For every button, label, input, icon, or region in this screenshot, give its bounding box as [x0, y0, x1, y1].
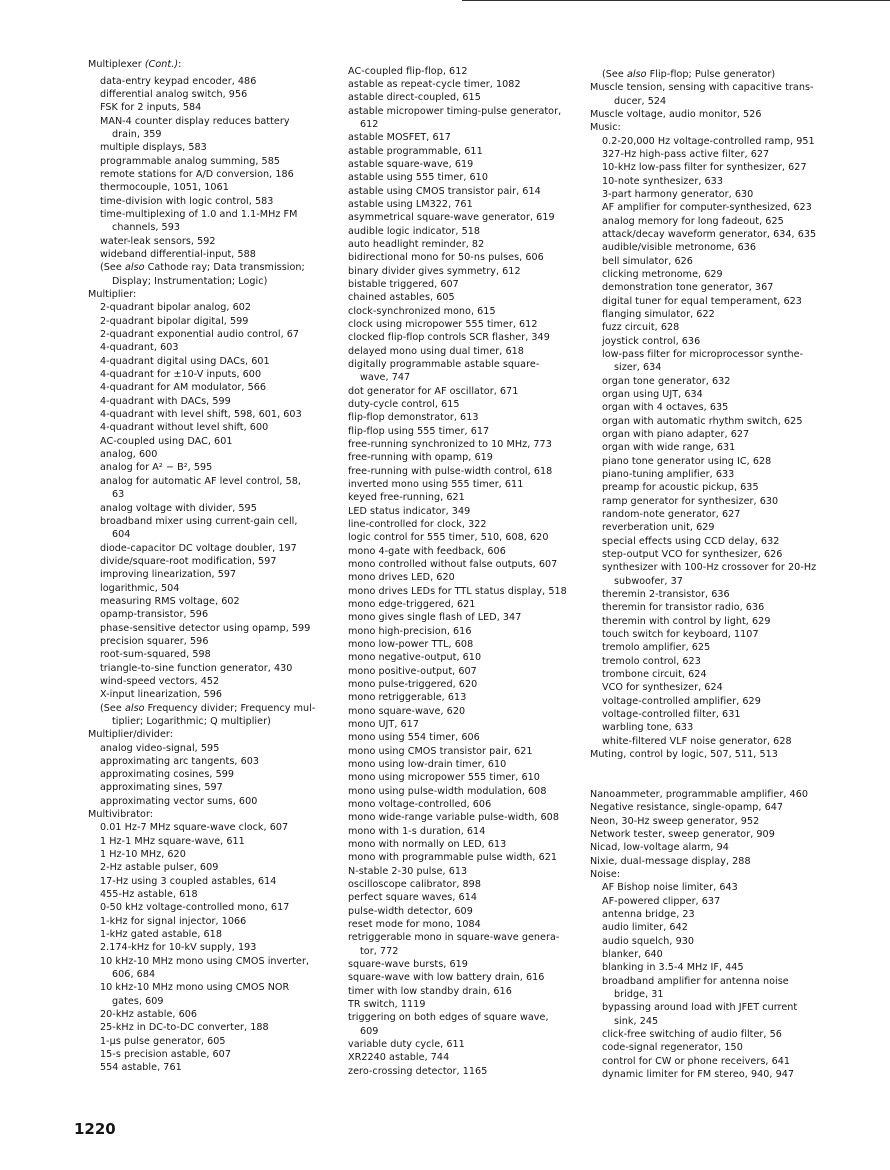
index-entry: triggering on both edges of square wave, — [348, 1012, 549, 1023]
index-entry: mono using CMOS transistor pair, 621 — [348, 746, 533, 757]
index-entry: mono voltage-controlled, 606 — [348, 799, 492, 810]
index-heading: Music: — [590, 122, 621, 133]
index-entry: bidirectional mono for 50-ns pulses, 606 — [348, 252, 544, 263]
index-entry: thermocouple, 1051, 1061 — [100, 182, 229, 193]
index-entry: triangle-to-sine function generator, 430 — [100, 663, 293, 674]
index-continuation: 606, 684 — [112, 969, 156, 980]
index-entry: fuzz circuit, 628 — [602, 322, 680, 333]
index-continuation: channels, 593 — [112, 222, 181, 233]
index-entry: astable micropower timing-pulse generator, — [348, 106, 562, 117]
index-entry: N-stable 2-30 pulse, 613 — [348, 866, 468, 877]
index-entry: synthesizer with 100-Hz crossover for 20-Hz — [602, 562, 817, 573]
index-entry: mono with 1-s duration, 614 — [348, 826, 486, 837]
index-continuation: drain, 359 — [112, 129, 162, 140]
index-continuation: wave, 747 — [360, 372, 411, 383]
index-entry: approximating arc tangents, 603 — [100, 756, 260, 767]
index-entry: mono drives LEDs for TTL status display, 518 — [348, 586, 567, 597]
index-entry: 2-quadrant bipolar analog, 602 — [100, 302, 252, 313]
index-entry: organ tone generator, 632 — [602, 376, 731, 387]
index-entry: joystick control, 636 — [602, 336, 701, 347]
index-entry: mono using micropower 555 timer, 610 — [348, 772, 540, 783]
index-entry: wind-speed vectors, 452 — [100, 676, 220, 687]
index-entry: wideband differential-input, 588 — [100, 249, 256, 260]
index-entry: flanging simulator, 622 — [602, 309, 715, 320]
index-entry: dynamic limiter for FM stereo, 940, 947 — [602, 1069, 795, 1080]
index-entry: astable using LM322, 761 — [348, 199, 473, 210]
index-entry: mono square-wave, 620 — [348, 706, 466, 717]
index-heading: Nanoammeter, programmable amplifier, 460 — [590, 789, 809, 800]
index-entry: time-division with logic control, 583 — [100, 196, 274, 207]
index-entry: theremin 2-transistor, 636 — [602, 589, 730, 600]
index-entry: astable direct-coupled, 615 — [348, 92, 481, 103]
index-entry: 2.174-kHz for 10-kV supply, 193 — [100, 942, 257, 953]
index-heading: Neon, 30-Hz sweep generator, 952 — [590, 816, 760, 827]
index-entry: step-output VCO for synthesizer, 626 — [602, 549, 783, 560]
index-entry: AF Bishop noise limiter, 643 — [602, 882, 738, 893]
index-entry: free-running synchronized to 10 MHz, 773 — [348, 439, 552, 450]
index-entry: measuring RMS voltage, 602 — [100, 596, 240, 607]
index-heading: Multivibrator: — [88, 809, 154, 820]
index-entry: duty-cycle control, 615 — [348, 399, 460, 410]
index-entry: audible/visible metronome, 636 — [602, 242, 757, 253]
index-entry: warbling tone, 633 — [602, 722, 694, 733]
index-entry: 1 Hz-10 MHz, 620 — [100, 849, 186, 860]
index-entry: organ with automatic rhythm switch, 625 — [602, 416, 803, 427]
index-entry: dot generator for AF oscillator, 671 — [348, 386, 519, 397]
index-entry: phase-sensitive detector using opamp, 599 — [100, 623, 311, 634]
index-heading: Muscle voltage, audio monitor, 526 — [590, 109, 762, 120]
index-entry: click-free switching of audio filter, 56 — [602, 1029, 782, 1040]
index-heading: Nicad, low-voltage alarm, 94 — [590, 842, 729, 853]
index-entry: diode-capacitor DC voltage doubler, 197 — [100, 543, 297, 554]
index-continuation: sink, 245 — [614, 1016, 659, 1027]
index-entry: digitally programmable astable square- — [348, 359, 540, 370]
index-entry: 4-quadrant without level shift, 600 — [100, 422, 269, 433]
index-entry: logic control for 555 timer, 510, 608, 620 — [348, 532, 549, 543]
index-entry: organ with wide range, 631 — [602, 442, 736, 453]
index-heading: Multiplexer (Cont.): — [88, 59, 182, 70]
index-entry: pulse-width detector, 609 — [348, 906, 473, 917]
index-entry: special effects using CCD delay, 632 — [602, 536, 780, 547]
index-continuation: 612 — [360, 119, 379, 130]
index-entry: analog voltage with divider, 595 — [100, 503, 257, 514]
index-entry: tremolo control, 623 — [602, 656, 701, 667]
index-entry: theremin with control by light, 629 — [602, 616, 771, 627]
index-entry: LED status indicator, 349 — [348, 506, 471, 517]
index-entry: clock using micropower 555 timer, 612 — [348, 319, 538, 330]
index-entry: antenna bridge, 23 — [602, 909, 695, 920]
index-entry: (See also Flip-flop; Pulse generator) — [602, 69, 776, 80]
index-entry: mono gives single flash of LED, 347 — [348, 612, 522, 623]
index-entry: digital tuner for equal temperament, 623 — [602, 296, 802, 307]
index-entry: XR2240 astable, 744 — [348, 1052, 450, 1063]
index-entry: 1 Hz-1 MHz square-wave, 611 — [100, 836, 245, 847]
index-entry: blanker, 640 — [602, 949, 663, 960]
index-entry: time-multiplexing of 1.0 and 1.1-MHz FM — [100, 209, 298, 220]
index-entry: mono negative-output, 610 — [348, 652, 482, 663]
index-entry: precision squarer, 596 — [100, 636, 209, 647]
index-continuation: bridge, 31 — [614, 989, 664, 1000]
index-heading: Muting, control by logic, 507, 511, 513 — [590, 749, 778, 760]
index-entry: mono edge-triggered, 621 — [348, 599, 476, 610]
index-entry: divide/square-root modification, 597 — [100, 556, 277, 567]
index-entry: delayed mono using dual timer, 618 — [348, 346, 524, 357]
index-entry: astable square-wave, 619 — [348, 159, 474, 170]
index-entry: differential analog switch, 956 — [100, 89, 248, 100]
index-entry: binary divider gives symmetry, 612 — [348, 266, 521, 277]
index-entry: 15-s precision astable, 607 — [100, 1049, 231, 1060]
index-entry: timer with low standby drain, 616 — [348, 986, 512, 997]
index-heading: Muscle tension, sensing with capacitive trans- — [590, 82, 814, 93]
index-entry: asymmetrical square-wave generator, 619 — [348, 212, 555, 223]
index-entry: voltage-controlled filter, 631 — [602, 709, 741, 720]
index-continuation: 604 — [112, 529, 131, 540]
index-entry: 4-quadrant with DACs, 599 — [100, 396, 231, 407]
index-entry: clocked flip-flop controls SCR flasher, 349 — [348, 332, 550, 343]
index-entry: blanking in 3.5-4 MHz IF, 445 — [602, 962, 744, 973]
index-entry: theremin for transistor radio, 636 — [602, 602, 765, 613]
index-entry: astable MOSFET, 617 — [348, 132, 451, 143]
index-entry: 10-kHz low-pass filter for synthesizer, 627 — [602, 162, 807, 173]
index-entry: 327-Hz high-pass active filter, 627 — [602, 149, 770, 160]
index-entry: ramp generator for synthesizer, 630 — [602, 496, 779, 507]
index-entry: mono pulse-triggered, 620 — [348, 679, 478, 690]
index-entry: 4-quadrant, 603 — [100, 342, 179, 353]
index-entry: logarithmic, 504 — [100, 583, 180, 594]
index-entry: mono 4-gate with feedback, 606 — [348, 546, 506, 557]
index-entry: 4-quadrant for AM modulator, 566 — [100, 382, 267, 393]
index-entry: 10 kHz-10 MHz mono using CMOS NOR — [100, 982, 290, 993]
index-entry: analog for automatic AF level control, 58, — [100, 476, 302, 487]
index-entry: remote stations for A/D conversion, 186 — [100, 169, 294, 180]
index-entry: flip-flop demonstrator, 613 — [348, 412, 479, 423]
index-entry: keyed free-running, 621 — [348, 492, 465, 503]
index-heading: Network tester, sweep generator, 909 — [590, 829, 775, 840]
index-entry: low-pass filter for microprocessor synthe- — [602, 349, 804, 360]
index-entry: broadband amplifier for antenna noise — [602, 976, 789, 987]
index-entry: programmable analog summing, 585 — [100, 156, 281, 167]
index-heading: Nixie, dual-message display, 288 — [590, 856, 751, 867]
index-entry: retriggerable mono in square-wave genera- — [348, 932, 560, 943]
index-entry: clicking metronome, 629 — [602, 269, 723, 280]
index-entry: analog memory for long fadeout, 625 — [602, 216, 784, 227]
index-entry: 0.01 Hz-7 MHz square-wave clock, 607 — [100, 822, 289, 833]
index-entry: audible logic indicator, 518 — [348, 226, 481, 237]
index-entry: 2-Hz astable pulser, 609 — [100, 862, 219, 873]
index-entry: 1-kHz for signal injector, 1066 — [100, 916, 247, 927]
index-entry: water-leak sensors, 592 — [100, 236, 216, 247]
index-entry: piano-tuning amplifier, 633 — [602, 469, 735, 480]
index-entry: 2-quadrant bipolar digital, 599 — [100, 316, 249, 327]
index-entry: mono positive-output, 607 — [348, 666, 477, 677]
index-entry: demonstration tone generator, 367 — [602, 282, 774, 293]
index-entry: 4-quadrant for ±10-V inputs, 600 — [100, 369, 262, 380]
index-entry: 20-kHz astable, 606 — [100, 1009, 198, 1020]
index-entry: flip-flop using 555 timer, 617 — [348, 426, 490, 437]
index-entry: mono retriggerable, 613 — [348, 692, 467, 703]
index-entry: free-running with pulse-width control, 618 — [348, 466, 553, 477]
index-entry: perfect square waves, 614 — [348, 892, 477, 903]
index-entry: chained astables, 605 — [348, 292, 455, 303]
index-entry: MAN-4 counter display reduces battery — [100, 116, 290, 127]
index-entry: X-input linearization, 596 — [100, 689, 223, 700]
index-entry: mono wide-range variable pulse-width, 608 — [348, 812, 559, 823]
index-entry: 25-kHz in DC-to-DC converter, 188 — [100, 1022, 269, 1033]
index-entry: mono using 554 timer, 606 — [348, 732, 480, 743]
index-entry: FSK for 2 inputs, 584 — [100, 102, 202, 113]
index-entry: multiple displays, 583 — [100, 142, 207, 153]
index-entry: mono using pulse-width modulation, 608 — [348, 786, 547, 797]
index-entry: audio limiter, 642 — [602, 922, 688, 933]
index-entry: organ with 4 octaves, 635 — [602, 402, 729, 413]
index-entry: root-sum-squared, 598 — [100, 649, 211, 660]
index-entry: opamp-transistor, 596 — [100, 609, 209, 620]
index-entry: approximating cosines, 599 — [100, 769, 235, 780]
index-entry: line-controlled for clock, 322 — [348, 519, 487, 530]
index-continuation: Display; Instrumentation; Logic) — [112, 276, 268, 287]
index-entry: approximating sines, 597 — [100, 782, 223, 793]
index-entry: square-wave with low battery drain, 616 — [348, 972, 545, 983]
index-entry: astable as repeat-cycle timer, 1082 — [348, 79, 521, 90]
index-entry: 0.2-20,000 Hz voltage-controlled ramp, 951 — [602, 136, 815, 147]
index-entry: astable using 555 timer, 610 — [348, 172, 488, 183]
index-continuation: sizer, 634 — [614, 362, 662, 373]
index-entry: analog for A² − B², 595 — [100, 462, 213, 473]
index-entry: bypassing around load with JFET current — [602, 1002, 798, 1013]
index-entry: 2-quadrant exponential audio control, 67 — [100, 329, 300, 340]
index-entry: organ with piano adapter, 627 — [602, 429, 750, 440]
index-entry: bell simulator, 626 — [602, 256, 693, 267]
index-entry: 0-50 kHz voltage-controlled mono, 617 — [100, 902, 290, 913]
index-continuation: 609 — [360, 1026, 379, 1037]
index-entry: 17-Hz using 3 coupled astables, 614 — [100, 876, 277, 887]
index-entry: AC-coupled flip-flop, 612 — [348, 66, 468, 77]
index-entry: auto headlight reminder, 82 — [348, 239, 485, 250]
index-entry: TR switch, 1119 — [348, 999, 426, 1010]
index-entry: mono UJT, 617 — [348, 719, 419, 730]
index-entry: mono with normally on LED, 613 — [348, 839, 507, 850]
index-entry: 3-part harmony generator, 630 — [602, 189, 754, 200]
index-entry: mono low-power TTL, 608 — [348, 639, 474, 650]
index-entry: 10-note synthesizer, 633 — [602, 176, 723, 187]
index-heading: Noise: — [590, 869, 621, 880]
index-entry: attack/decay waveform generator, 634, 635 — [602, 229, 817, 240]
index-entry: preamp for acoustic pickup, 635 — [602, 482, 759, 493]
index-entry: code-signal regenerator, 150 — [602, 1042, 743, 1053]
index-entry: reverberation unit, 629 — [602, 522, 715, 533]
index-entry: 1-μs pulse generator, 605 — [100, 1036, 226, 1047]
index-entry: 455-Hz astable, 618 — [100, 889, 198, 900]
index-entry: AC-coupled using DAC, 601 — [100, 436, 233, 447]
index-entry: 4-quadrant digital using DACs, 601 — [100, 356, 270, 367]
index-continuation: subwoofer, 37 — [614, 576, 683, 587]
index-entry: audio squelch, 930 — [602, 936, 695, 947]
index-entry: mono controlled without false outputs, 607 — [348, 559, 558, 570]
index-entry: analog, 600 — [100, 449, 158, 460]
index-heading: Multiplier: — [88, 289, 137, 300]
index-heading: Negative resistance, single-opamp, 647 — [590, 802, 784, 813]
index-entry: clock-synchronized mono, 615 — [348, 306, 496, 317]
index-entry: mono using low-drain timer, 610 — [348, 759, 507, 770]
index-entry: mono high-precision, 616 — [348, 626, 472, 637]
index-entry: variable duty cycle, 611 — [348, 1039, 465, 1050]
index-entry: bistable triggered, 607 — [348, 279, 459, 290]
index-continuation: 63 — [112, 489, 125, 500]
index-entry: 10 kHz-10 MHz mono using CMOS inverter, — [100, 956, 310, 967]
index-entry: piano tone generator using IC, 628 — [602, 456, 772, 467]
index-entry: 1-kHz gated astable, 618 — [100, 929, 222, 940]
index-entry: random-note generator, 627 — [602, 509, 741, 520]
index-heading: Multiplier/divider: — [88, 729, 173, 740]
index-entry: mono with programmable pulse width, 621 — [348, 852, 558, 863]
index-entry: touch switch for keyboard, 1107 — [602, 629, 759, 640]
index-entry: free-running with opamp, 619 — [348, 452, 493, 463]
index-entry: (See also Frequency divider; Frequency mul- — [100, 703, 316, 714]
index-entry: organ using UJT, 634 — [602, 389, 703, 400]
page-number: 1220 — [74, 1120, 116, 1138]
index-entry: (See also Cathode ray; Data transmission; — [100, 262, 305, 273]
index-entry: broadband mixer using current-gain cell, — [100, 516, 298, 527]
index-entry: zero-crossing detector, 1165 — [348, 1066, 488, 1077]
index-continuation: tiplier; Logarithmic; Q multiplier) — [112, 716, 271, 727]
index-entry: reset mode for mono, 1084 — [348, 919, 481, 930]
index-entry: AF amplifier for computer-synthesized, 623 — [602, 202, 812, 213]
index-entry: improving linearization, 597 — [100, 569, 237, 580]
index-continuation: tor, 772 — [360, 946, 399, 957]
index-entry: data-entry keypad encoder, 486 — [100, 76, 257, 87]
index-entry: trombone circuit, 624 — [602, 669, 707, 680]
index-entry: AF-powered clipper, 637 — [602, 896, 721, 907]
index-entry: oscilloscope calibrator, 898 — [348, 879, 481, 890]
index-entry: voltage-controlled amplifier, 629 — [602, 696, 761, 707]
index-entry: control for CW or phone receivers, 641 — [602, 1056, 791, 1067]
index-entry: 554 astable, 761 — [100, 1062, 182, 1073]
index-entry: astable using CMOS transistor pair, 614 — [348, 186, 541, 197]
index-continuation: gates, 609 — [112, 996, 164, 1007]
index-entry: inverted mono using 555 timer, 611 — [348, 479, 524, 490]
index-entry: square-wave bursts, 619 — [348, 959, 468, 970]
index-entry: white-filtered VLF noise generator, 628 — [602, 736, 792, 747]
index-entry: astable programmable, 611 — [348, 146, 483, 157]
index-entry: 4-quadrant with level shift, 598, 601, 603 — [100, 409, 302, 420]
index-continuation: ducer, 524 — [614, 96, 667, 107]
top-rule — [462, 0, 890, 1]
index-entry: mono drives LED, 620 — [348, 572, 455, 583]
index-entry: analog video-signal, 595 — [100, 743, 220, 754]
index-entry: tremolo amplifier, 625 — [602, 642, 711, 653]
index-entry: approximating vector sums, 600 — [100, 796, 258, 807]
index-entry: VCO for synthesizer, 624 — [602, 682, 723, 693]
